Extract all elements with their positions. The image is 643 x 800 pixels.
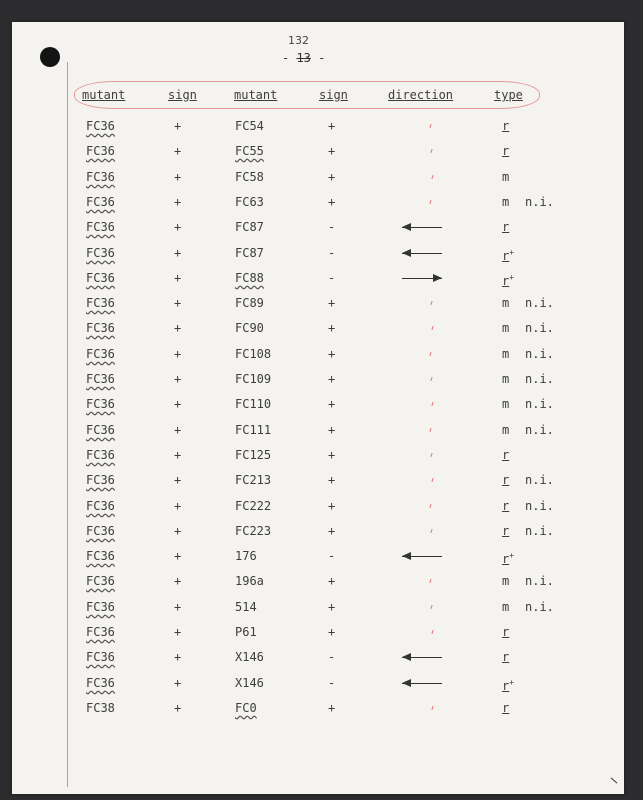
mutant-cell: FC36 [86, 144, 115, 158]
old-page-number: - 13 - [282, 51, 326, 65]
sign-2-cell: + [328, 448, 336, 462]
ni-note: n.i. [525, 473, 554, 487]
mutant-cell: FC36 [86, 170, 115, 184]
header-mutant: mutant [82, 88, 126, 102]
sign-2-cell: + [328, 625, 336, 639]
mutant-2-cell: P61 [235, 625, 257, 639]
mutant-2-cell: FC125 [235, 448, 272, 462]
mutant-cell: FC36 [86, 296, 115, 310]
sign-2-cell: - [328, 246, 336, 260]
red-tick-mark [429, 352, 431, 356]
sign-2-cell: + [328, 170, 336, 184]
sign-cell: + [174, 195, 182, 209]
red-tick-mark [431, 326, 433, 330]
mutant-2-cell: 196a [235, 574, 264, 588]
sign-cell: + [174, 119, 182, 133]
mutant-2-cell: X146 [235, 650, 264, 664]
type-value: m [502, 423, 510, 437]
red-tick-mark [430, 529, 432, 533]
red-tick-mark [429, 579, 431, 583]
red-tick-mark [430, 377, 432, 381]
ni-note: n.i. [525, 423, 554, 437]
sign-cell: + [174, 676, 182, 690]
sign-cell: + [174, 397, 182, 411]
type-value: r [502, 679, 510, 693]
red-tick-mark [431, 175, 433, 179]
sign-cell: + [174, 423, 182, 437]
mutant-2-cell: X146 [235, 676, 264, 690]
type-cell [502, 625, 509, 639]
mutant-2-cell: FC87 [235, 246, 264, 260]
sign-2-cell: + [328, 296, 336, 310]
type-cell [502, 220, 509, 234]
red-tick-mark [431, 402, 433, 406]
mutant-2-cell: FC89 [235, 296, 264, 310]
ni-note: n.i. [525, 321, 554, 335]
red-tick-mark [429, 200, 431, 204]
mutant-cell: FC36 [86, 448, 115, 462]
type-cell [502, 650, 509, 664]
type-value: r [502, 249, 510, 263]
mutant-cell: FC36 [86, 321, 115, 335]
mutant-cell: FC36 [86, 195, 115, 209]
ni-note: n.i. [525, 600, 554, 614]
sign-2-cell: + [328, 144, 336, 158]
ni-note: n.i. [525, 574, 554, 588]
sign-2-cell: + [328, 574, 336, 588]
type-cell [502, 473, 509, 487]
sign-cell: + [174, 347, 182, 361]
left-arrow-icon [402, 249, 442, 258]
sign-2-cell: - [328, 549, 336, 563]
mutant-cell: FC36 [86, 625, 115, 639]
type-cell [502, 499, 509, 513]
page-number: 132 [288, 34, 309, 47]
ni-note: n.i. [525, 195, 554, 209]
mutant-cell: FC36 [86, 271, 115, 285]
type-value: r [502, 524, 510, 538]
mutant-2-cell: FC110 [235, 397, 272, 411]
header-sign: sign [168, 88, 197, 102]
mutant-2-cell: FC109 [235, 372, 272, 386]
sign-cell: + [174, 600, 182, 614]
mutant-2-cell: FC55 [235, 144, 264, 158]
type-value: m [502, 600, 510, 614]
mutant-cell: FC36 [86, 650, 115, 664]
type-cell [502, 701, 509, 715]
sign-cell: + [174, 144, 182, 158]
type-value: r [502, 650, 510, 664]
ni-note: n.i. [525, 296, 554, 310]
sign-cell: + [174, 499, 182, 513]
type-cell [502, 372, 509, 386]
type-value: r [502, 144, 510, 158]
left-arrow-icon [402, 679, 442, 688]
mutant-2-cell: FC63 [235, 195, 264, 209]
mutant-cell: FC36 [86, 119, 115, 133]
type-value: r [502, 625, 510, 639]
type-value: r [502, 220, 510, 234]
mutant-cell: FC36 [86, 423, 115, 437]
sign-2-cell: + [328, 701, 336, 715]
ni-note: n.i. [525, 397, 554, 411]
type-cell [502, 347, 509, 361]
ni-note: n.i. [525, 372, 554, 386]
type-value: m [502, 321, 510, 335]
type-cell [502, 423, 509, 437]
type-cell [502, 271, 514, 288]
red-tick-mark [431, 478, 433, 482]
type-value: r [502, 448, 510, 462]
red-tick-mark [430, 605, 432, 609]
mutant-2-cell: 514 [235, 600, 257, 614]
red-tick-mark [431, 630, 433, 634]
sign-cell: + [174, 549, 182, 563]
type-cell [502, 676, 514, 693]
sign-cell: + [174, 625, 182, 639]
mutant-cell: FC36 [86, 676, 115, 690]
type-cell [502, 397, 509, 411]
red-tick-mark [431, 706, 433, 710]
header-sign-2: sign [319, 88, 348, 102]
mutant-cell: FC36 [86, 220, 115, 234]
mutant-cell: FC36 [86, 347, 115, 361]
sign-2-cell: + [328, 499, 336, 513]
sign-cell: + [174, 372, 182, 386]
sign-cell: + [174, 574, 182, 588]
sign-cell: + [174, 246, 182, 260]
type-value: r [502, 499, 510, 513]
mutant-2-cell: FC222 [235, 499, 272, 513]
type-value: r [502, 552, 510, 566]
type-value: m [502, 347, 510, 361]
ni-note: n.i. [525, 499, 554, 513]
document-page [12, 22, 624, 794]
mutant-cell: FC36 [86, 499, 115, 513]
type-value: m [502, 372, 510, 386]
type-value: m [502, 397, 510, 411]
type-value: r [502, 473, 510, 487]
mutant-cell: FC36 [86, 574, 115, 588]
right-arrow-icon [402, 274, 442, 283]
sign-cell: + [174, 448, 182, 462]
mutant-2-cell: FC0 [235, 701, 257, 715]
red-tick-mark [430, 149, 432, 153]
type-cell [502, 246, 514, 263]
margin-line [67, 62, 68, 787]
type-cell [502, 144, 509, 158]
red-tick-mark [429, 124, 431, 128]
header-mutant-2: mutant [234, 88, 278, 102]
sign-cell: + [174, 220, 182, 234]
ni-note: n.i. [525, 524, 554, 538]
type-cell [502, 448, 509, 462]
type-cell [502, 170, 509, 184]
type-cell [502, 119, 509, 133]
mutant-2-cell: FC90 [235, 321, 264, 335]
sign-2-cell: + [328, 347, 336, 361]
mutant-2-cell: FC223 [235, 524, 272, 538]
sign-cell: + [174, 701, 182, 715]
sign-2-cell: + [328, 524, 336, 538]
mutant-2-cell: 176 [235, 549, 257, 563]
mutant-2-cell: FC213 [235, 473, 272, 487]
sign-cell: + [174, 271, 182, 285]
sign-2-cell: + [328, 423, 336, 437]
type-cell [502, 549, 514, 566]
header-direction: direction [388, 88, 454, 102]
mutant-cell: FC36 [86, 473, 115, 487]
sign-2-cell: - [328, 650, 336, 664]
type-value: m [502, 195, 510, 209]
type-cell [502, 574, 509, 588]
header-type: type [494, 88, 523, 102]
left-arrow-icon [402, 552, 442, 561]
punch-hole [40, 47, 60, 67]
sign-cell: + [174, 473, 182, 487]
left-arrow-icon [402, 223, 442, 232]
type-cell [502, 195, 509, 209]
type-cell [502, 600, 509, 614]
type-value: r [502, 701, 510, 715]
left-arrow-icon [402, 653, 442, 662]
sign-2-cell: - [328, 220, 336, 234]
sign-2-cell: - [328, 271, 336, 285]
type-superscript: + [509, 273, 515, 282]
mutant-2-cell: FC108 [235, 347, 272, 361]
mutant-2-cell: FC87 [235, 220, 264, 234]
mutant-cell: FC36 [86, 372, 115, 386]
sign-2-cell: + [328, 119, 336, 133]
sign-2-cell: + [328, 372, 336, 386]
mutant-2-cell: FC54 [235, 119, 264, 133]
type-value: r [502, 274, 510, 288]
red-tick-mark [430, 453, 432, 457]
type-cell [502, 296, 509, 310]
sign-2-cell: + [328, 473, 336, 487]
sign-cell: + [174, 650, 182, 664]
type-value: r [502, 119, 510, 133]
type-superscript: + [509, 678, 515, 687]
sign-cell: + [174, 524, 182, 538]
mutant-cell: FC36 [86, 246, 115, 260]
type-value: m [502, 574, 510, 588]
header-highlight-oval [74, 81, 540, 109]
type-cell [502, 524, 509, 538]
mutant-cell: FC36 [86, 397, 115, 411]
mutant-2-cell: FC88 [235, 271, 264, 285]
type-superscript: + [509, 551, 515, 560]
mutant-2-cell: FC58 [235, 170, 264, 184]
mutant-cell: FC36 [86, 524, 115, 538]
type-superscript: + [509, 248, 515, 257]
red-tick-mark [429, 504, 431, 508]
sign-2-cell: + [328, 195, 336, 209]
corner-mark [611, 778, 618, 784]
sign-2-cell: - [328, 676, 336, 690]
red-tick-mark [429, 428, 431, 432]
mutant-cell: FC36 [86, 549, 115, 563]
sign-2-cell: + [328, 600, 336, 614]
type-value: m [502, 170, 510, 184]
ni-note: n.i. [525, 347, 554, 361]
type-cell [502, 321, 509, 335]
mutant-cell: FC38 [86, 701, 115, 715]
sign-cell: + [174, 170, 182, 184]
sign-cell: + [174, 321, 182, 335]
sign-cell: + [174, 296, 182, 310]
red-tick-mark [430, 301, 432, 305]
sign-2-cell: + [328, 397, 336, 411]
mutant-cell: FC36 [86, 600, 115, 614]
type-value: m [502, 296, 510, 310]
mutant-2-cell: FC111 [235, 423, 272, 437]
sign-2-cell: + [328, 321, 336, 335]
